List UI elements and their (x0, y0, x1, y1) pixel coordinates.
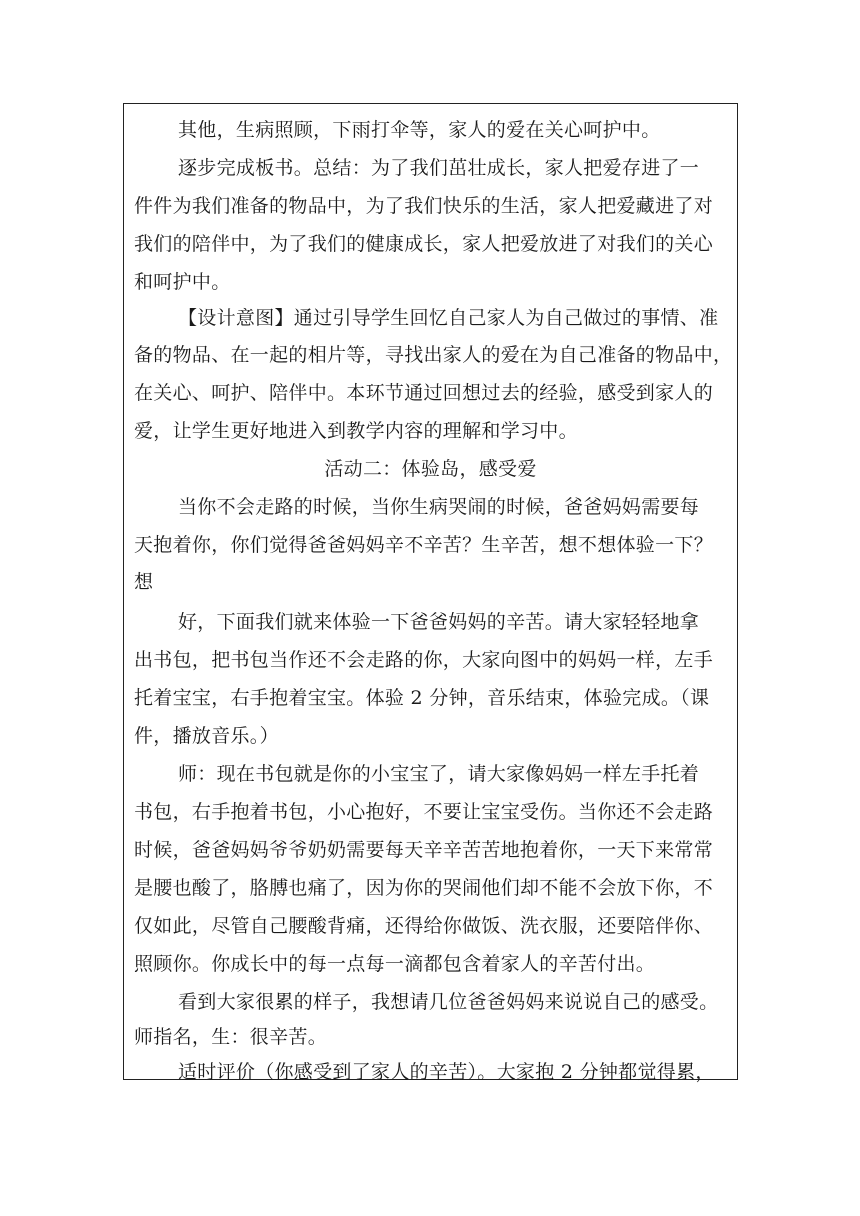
text-line: 爱，让学生更好地进入到教学内容的理解和学习中。 (134, 420, 578, 442)
text-line: 出书包，把书包当作还不会走路的你，大家向图中的妈妈一样，左手 (134, 649, 714, 671)
text-line: 逐步完成板书。总结：为了我们茁壮成长，家人把爱存进了一 (178, 157, 700, 179)
text-line: 照顾你。你成长中的每一点每一滴都包含着家人的辛苦付出。 (134, 953, 656, 975)
text-line: 想 (134, 571, 154, 593)
text-line: 师指名，生：很辛苦。 (134, 1026, 328, 1048)
table-cell-frame (123, 103, 738, 1083)
text-line: 件，播放音乐。） (134, 725, 279, 747)
text-line: 时候，爸爸妈妈爷爷奶奶需要每天辛辛苦苦地抱着你，一天下来常常 (134, 839, 714, 861)
text-line: 其他，生病照顾，下雨打伞等，家人的爱在关心呵护中。 (178, 119, 661, 141)
text-line: 天抱着你，你们觉得爸爸妈妈辛不辛苦？生辛苦，想不想体验一下？ (134, 534, 714, 556)
text-line: 和呵护中。 (134, 271, 231, 293)
text-line: 仅如此，尽管自己腰酸背痛，还得给你做饭、洗衣服，还要陪伴你、 (134, 915, 714, 937)
text-line: 在关心、呵护、陪伴中。本环节通过回想过去的经验，感受到家人的 (134, 382, 714, 404)
text-line: 我们的陪伴中，为了我们的健康成长，家人把爱放进了对我们的关心 (134, 233, 714, 255)
text-line: 看到大家很累的样子，我想请几位爸爸妈妈来说说自己的感受。 (178, 991, 719, 1013)
text-line: 备的物品、在一起的相片等，寻找出家人的爱在为自己准备的物品中， (134, 344, 733, 366)
text-line: 师：现在书包就是你的小宝宝了，请大家像妈妈一样左手托着 (178, 763, 700, 785)
section-heading: 活动二：体验岛，感受爱 (324, 458, 537, 480)
text-line: 件件为我们准备的物品中，为了我们快乐的生活，家人把爱藏进了对 (134, 195, 714, 217)
text-line: 好，下面我们就来体验一下爸爸妈妈的辛苦。请大家轻轻地拿 (178, 611, 700, 633)
text-line: 书包，右手抱着书包，小心抱好，不要让宝宝受伤。当你还不会走路 (134, 801, 714, 823)
text-line: 是腰也酸了，胳膊也痛了，因为你的哭闹他们却不能不会放下你，不 (134, 877, 714, 899)
text-line: 当你不会走路的时候，当你生病哭闹的时候，爸爸妈妈需要每 (178, 496, 700, 518)
text-line: 适时评价（你感受到了家人的辛苦）。大家抱 2 分钟都觉得累， (178, 1061, 715, 1083)
text-line: 【设计意图】通过引导学生回忆自己家人为自己做过的事情、准 (178, 307, 719, 329)
text-line: 托着宝宝，右手抱着宝宝。体验 2 分钟，音乐结束，体验完成。（课 (134, 687, 710, 709)
